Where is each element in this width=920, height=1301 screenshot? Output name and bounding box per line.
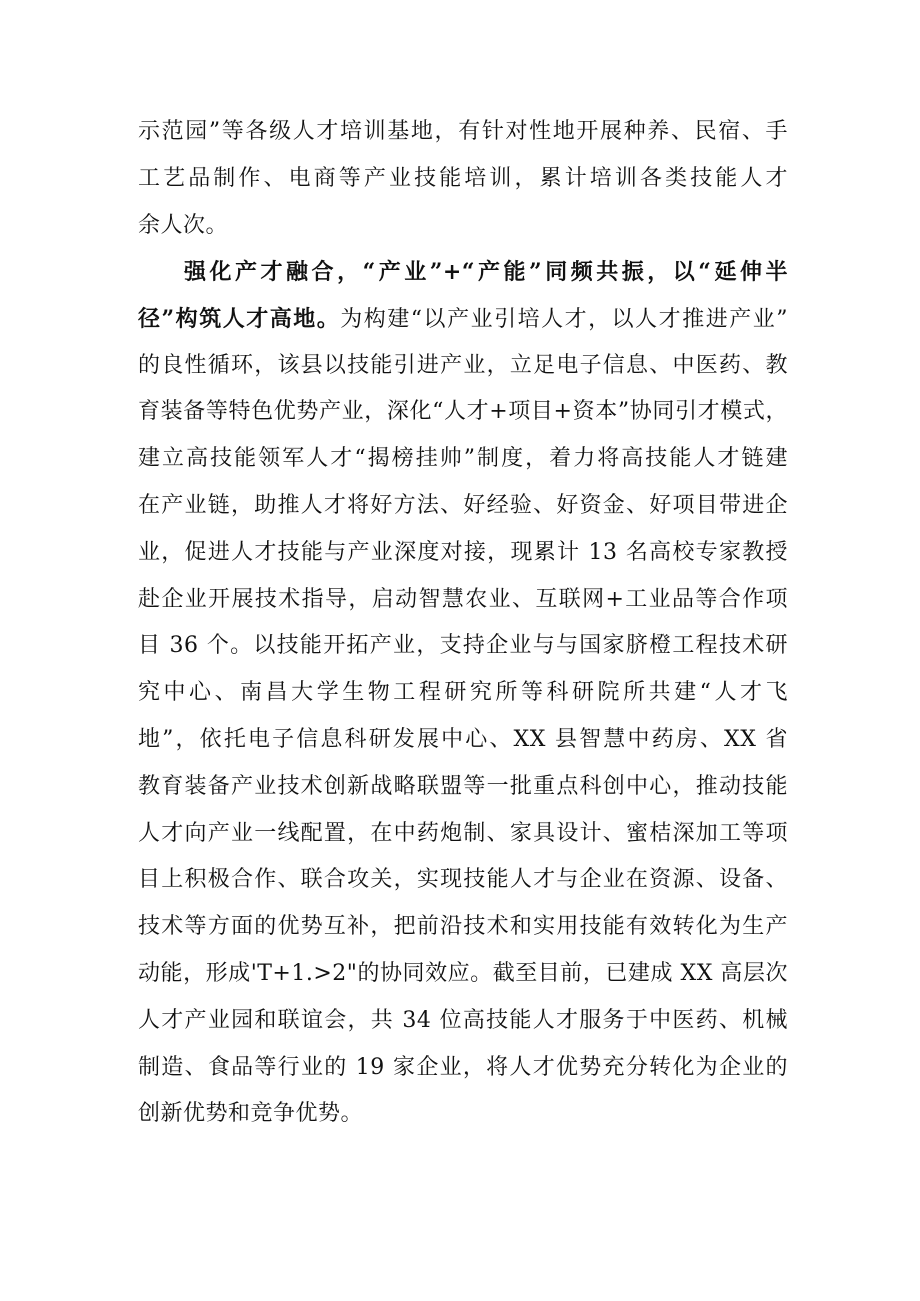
paragraph-line: 目 36 个。以技能开拓产业，支持企业与与国家脐橙工程技术研 (138, 633, 788, 659)
paragraph-line: 人才产业园和联谊会，共 34 位高技能人才服务于中医药、机械 (138, 1007, 788, 1033)
paragraph-line: 地”，依托电子信息科研发展中心、XX 县智慧中药房、XX 省 (138, 726, 788, 752)
paragraph-line: 建立高技能领军人才“揭榜挂帅”制度，着力将高技能人才链建 (138, 446, 788, 472)
paragraph-1 (138, 109, 788, 249)
paragraph-heading-tail: 径”构筑人才高地。 (138, 305, 341, 332)
paragraph-line: 教育装备产业技术创新战略联盟等一批重点科创中心，推动技能 (138, 773, 788, 799)
paragraph-line: 究中心、南昌大学生物工程研究所等科研院所共建“人才飞 (138, 680, 788, 706)
paragraph-line: 工艺品制作、电商等产业技能培训，累计培训各类技能人才 (138, 165, 788, 191)
paragraph-heading-line: 强化产才融合，“产业”+“产能”同频共振，以“延伸半 (184, 259, 788, 285)
paragraph-line: 在产业链，助推人才将好方法、好经验、好资金、好项目带进企 (138, 492, 788, 518)
paragraph-line: 示范园”等各级人才培训基地，有针对性地开展种养、民宿、手 (138, 119, 788, 144)
paragraph-line: 动能，形成'T+1.>2"的协同效应。截至目前，已建成 XX 高层次 (138, 960, 788, 986)
paragraph-2 (138, 249, 788, 1138)
paragraph-line: 余人次。 (138, 212, 229, 238)
paragraph-line-rest: 为构建“以产业引培人才，以人才推进产业” (340, 306, 788, 332)
paragraph-line: 赴企业开展技术指导，启动智慧农业、互联网+工业品等合作项 (138, 586, 788, 612)
paragraph-line: 技术等方面的优势互补，把前沿技术和实用技能有效转化为生产 (138, 914, 788, 940)
paragraph-line: 创新优势和竞争优势。 (138, 1101, 364, 1127)
paragraph-line: 目上积极合作、联合攻关，实现技能人才与企业在资源、设备、 (138, 867, 788, 893)
paragraph-line: 的良性循环，该县以技能引进产业，立足电子信息、中医药、教 (138, 352, 788, 378)
paragraph-line: 业，促进人才技能与产业深度对接，现累计 13 名高校专家教授 (138, 539, 788, 565)
paragraph-line-mixed (138, 296, 788, 343)
paragraph-line: 育装备等特色优势产业，深化“人才+项目+资本”协同引才模式， (138, 399, 788, 425)
paragraph-line: 人才向产业一线配置，在中药炮制、家具设计、蜜桔深加工等项 (138, 820, 788, 846)
paragraph-line: 制造、食品等行业的 19 家企业，将人才优势充分转化为企业的 (138, 1054, 788, 1080)
